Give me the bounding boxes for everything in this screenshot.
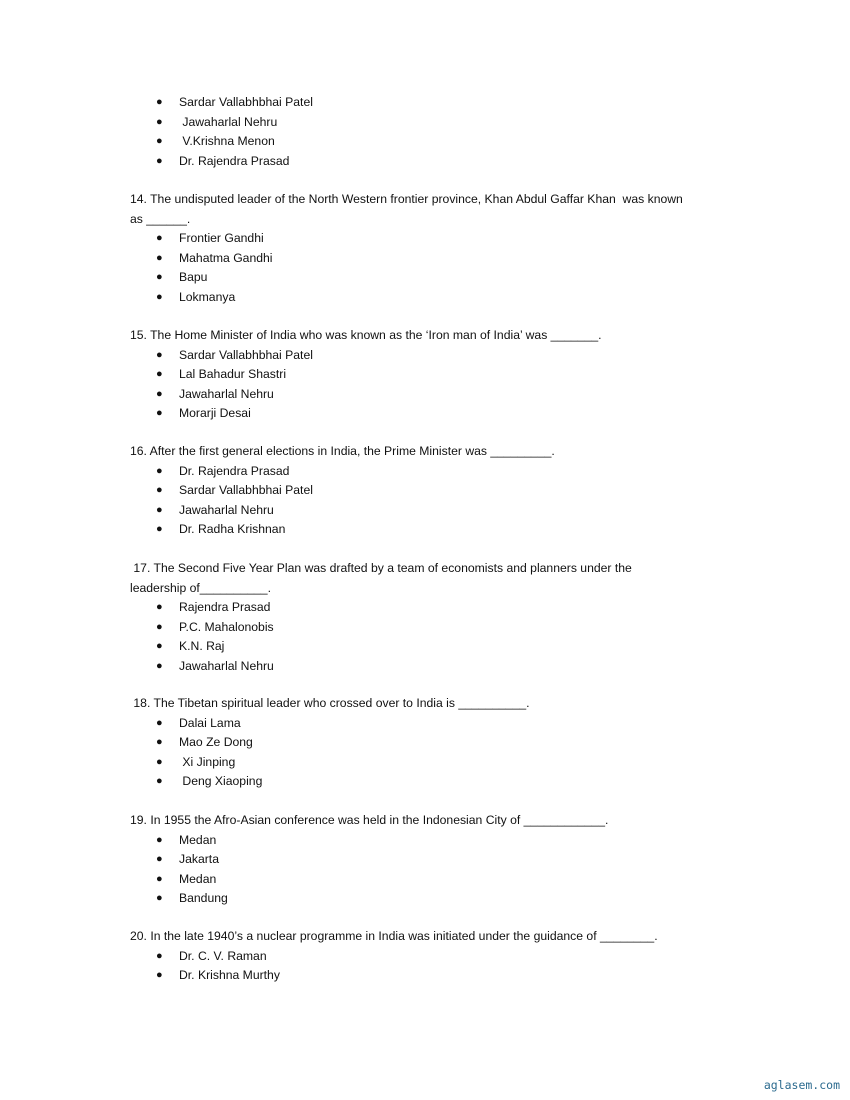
bullet-icon: ● [156,716,163,729]
question-text: 17. The Second Five Year Plan was drafted by a team of economists and planners under the leadership of__________. [130,561,636,595]
question-20 [130,927,770,986]
bullet-icon: ● [156,464,163,477]
option-item: ● P.C. Mahalonobis [130,618,675,638]
bullet-icon: ● [156,949,163,962]
option-item: ● Jawaharlal Nehru [130,385,730,405]
bullet-icon: ● [156,523,163,536]
option-item: ● Morarji Desai [130,404,730,424]
question-13-continuation [130,93,730,171]
option-item: ● Sardar Vallabhbhai Patel [130,346,730,366]
bullet-icon: ● [156,232,163,244]
bullet-icon: ● [156,407,163,420]
option-item: ● Xi Jinping [130,753,730,773]
bullet-icon: ● [156,659,163,672]
bullet-icon: ● [156,96,163,108]
option-list [130,947,770,986]
option-item: ● Dalai Lama [130,714,730,734]
option-item: ● Medan [130,870,730,890]
option-item: ● Dr. Rajendra Prasad [130,462,730,482]
bullet-icon: ● [156,872,163,885]
question-19 [130,811,730,909]
option-item: ● K.N. Raj [130,637,675,657]
option-item: ● Jawaharlal Nehru [130,113,730,133]
question-text: 14. The undisputed leader of the North Western frontier province, Khan Abdul Gaffar Khan was known as ______. [130,192,687,226]
question-17 [130,559,675,676]
question-text: 16. After the first general elections in India, the Prime Minister was _________. [130,444,555,458]
option-item: ● Mao Ze Dong [130,733,730,753]
bullet-icon: ● [156,154,163,167]
option-item: ● V.Krishna Menon [130,132,730,152]
bullet-icon: ● [156,387,163,400]
option-item: ● Dr. Rajendra Prasad [130,152,730,172]
option-list [130,598,675,676]
question-text: 15. The Home Minister of India who was known as the ‘Iron man of India’ was _______. [130,328,602,342]
option-item: ● Frontier Gandhi [130,229,695,249]
option-item: ● Dr. Krishna Murthy [130,966,770,986]
bullet-icon: ● [156,503,163,516]
bullet-icon: ● [156,115,163,128]
bullet-icon: ● [156,348,163,361]
option-item: ● Mahatma Gandhi [130,249,695,269]
option-item: ● Jawaharlal Nehru [130,657,675,677]
option-list [130,462,730,540]
bullet-icon: ● [156,251,163,264]
option-item: ● Sardar Vallabhbhai Patel [130,481,730,501]
option-item: ● Jakarta [130,850,730,870]
option-item: ● Dr. Radha Krishnan [130,520,730,540]
option-item: ● Lal Bahadur Shastri [130,365,730,385]
bullet-icon: ● [156,969,163,982]
bullet-icon: ● [156,620,163,633]
option-item: ● Medan [130,831,730,851]
footer-watermark: aglasem.com [763,1078,840,1092]
option-list [130,346,730,424]
question-18 [130,694,730,792]
question-16 [130,442,730,540]
question-text: 20. In the late 1940’s a nuclear programme in India was initiated under the guidance of ________. [130,929,658,943]
bullet-icon: ● [156,853,163,866]
question-text: 18. The Tibetan spiritual leader who crossed over to India is __________. [130,696,530,710]
bullet-icon: ● [156,892,163,905]
option-item: ● Jawaharlal Nehru [130,501,730,521]
option-item: ● Bandung [130,889,730,909]
option-item: ● Lokmanya [130,288,695,308]
bullet-icon: ● [156,833,163,846]
bullet-icon: ● [156,271,163,284]
option-item: ● Rajendra Prasad [130,598,675,618]
bullet-icon: ● [156,135,163,148]
option-list [130,714,730,792]
question-15 [130,326,730,424]
bullet-icon: ● [156,601,163,613]
option-item: ● Sardar Vallabhbhai Patel [130,93,730,113]
bullet-icon: ● [156,640,163,653]
bullet-icon: ● [156,736,163,749]
bullet-icon: ● [156,368,163,381]
bullet-icon: ● [156,484,163,497]
option-item: ● Dr. C. V. Raman [130,947,770,967]
option-item: ● Deng Xiaoping [130,772,730,792]
bullet-icon: ● [156,755,163,768]
option-list [130,831,730,909]
option-item: ● Bapu [130,268,695,288]
option-list [130,93,730,171]
bullet-icon: ● [156,290,163,303]
question-14 [130,190,695,307]
bullet-icon: ● [156,775,163,788]
question-text: 19. In 1955 the Afro-Asian conference was held in the Indonesian City of ____________. [130,813,609,827]
option-list [130,229,695,307]
